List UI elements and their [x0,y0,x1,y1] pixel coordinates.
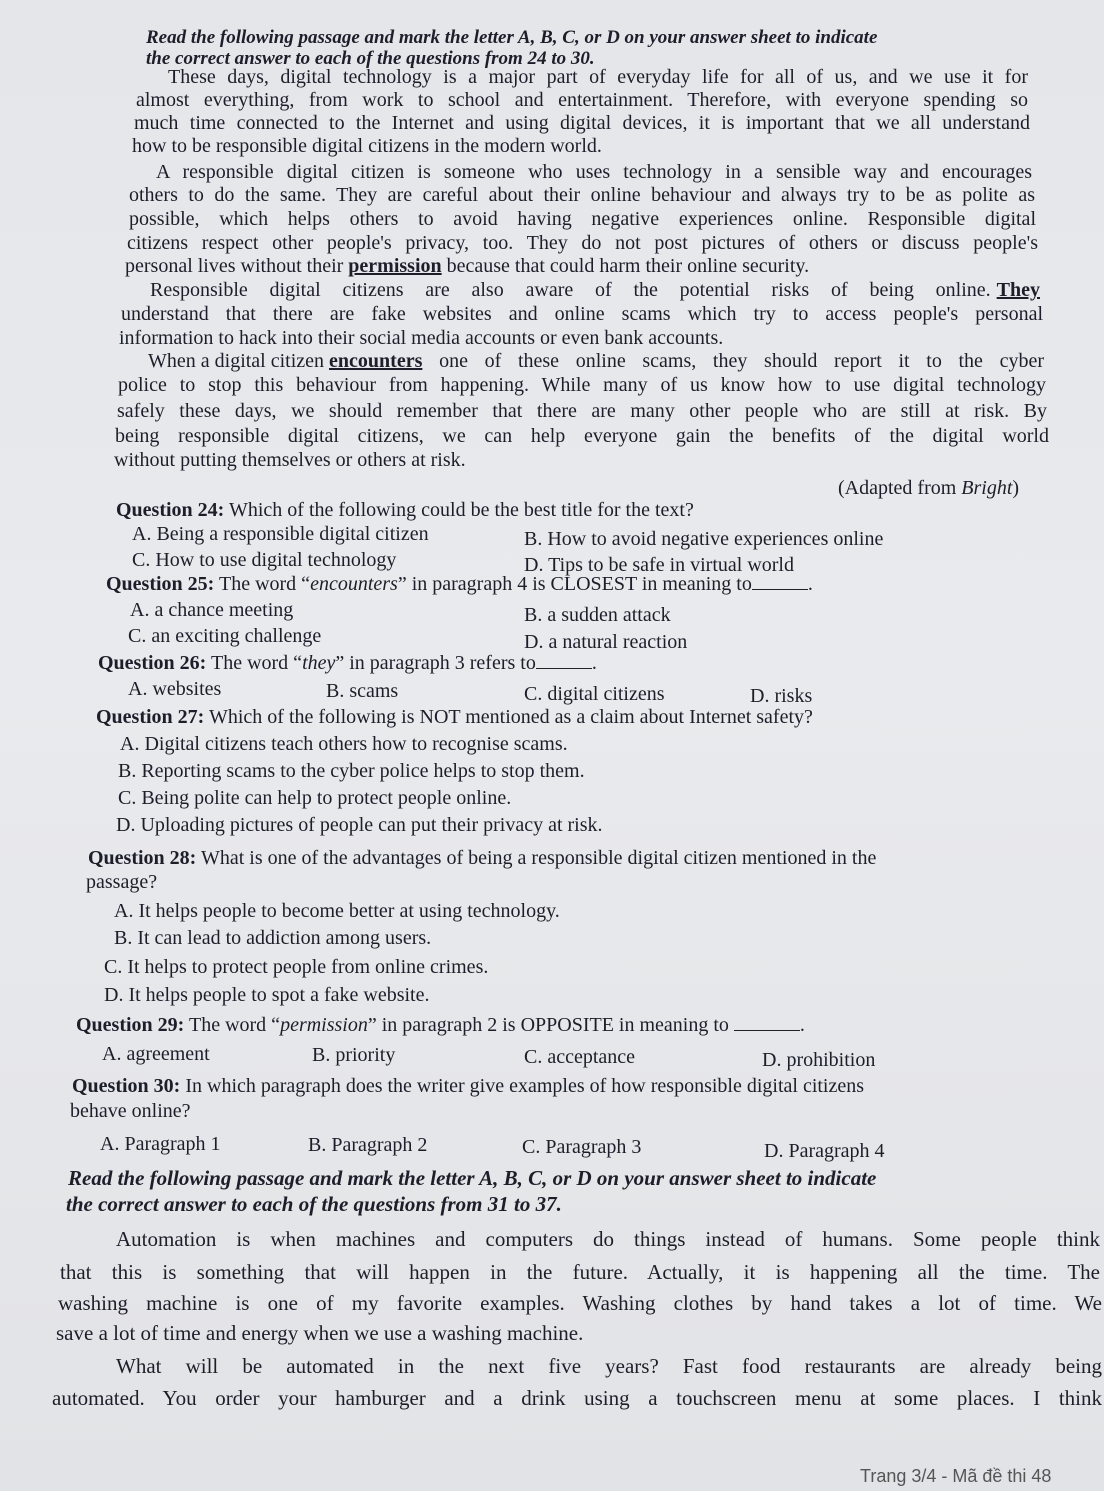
section1-instruction: Read the following passage and mark the letter A, B, C, or D on your answer sheet to indicate [146,27,878,48]
passage-p2-line: others to do the same. They are careful about their online behaviour and always try to be as polite as [129,184,1035,206]
highlight-they: They [996,279,1040,301]
section1-instruction-2: the correct answer to each of the questions from 24 to 30. [146,48,595,69]
q25-option-b: B. a sudden attack [524,604,671,626]
question-27: Question 27: Which of the following is NOT mentioned as a claim about Internet safety? [96,706,813,728]
passage2-p1-line: Automation is when machines and computers do things instead of humans. Some people think [116,1227,1100,1251]
q24-option-b: B. How to avoid negative experiences online [524,528,884,550]
q30-option-d: D. Paragraph 4 [764,1140,885,1162]
q29-option-c: C. acceptance [524,1046,636,1068]
q26-option-c: C. digital citizens [524,683,665,705]
highlight-encounters: encounters [329,350,423,372]
q25-option-a: A. a chance meeting [130,599,294,621]
passage-p1-line: These days, digital technology is a major part of everyday life for all of us, and we use it for [168,66,1028,88]
section2-instruction-2: the correct answer to each of the questions from 31 to 37. [66,1192,562,1216]
q24-option-c: C. How to use digital technology [132,549,397,571]
passage2-p1-line: save a lot of time and energy when we use a washing machine. [56,1321,584,1345]
q28-option-d: D. It helps people to spot a fake website. [104,984,430,1006]
q27-option-a: A. Digital citizens teach others how to recognise scams. [120,733,568,755]
section2-instruction: Read the following passage and mark the letter A, B, C, or D on your answer sheet to indicate [68,1166,877,1190]
passage-p1-line: much time connected to the Internet and using digital devices, it is important that we all understand [134,112,1030,134]
question-28-cont: passage? [86,871,158,893]
q28-option-a: A. It helps people to become better at using technology. [114,900,560,922]
q30-option-c: C. Paragraph 3 [522,1136,642,1158]
q30-option-a: A. Paragraph 1 [100,1133,221,1155]
question-26: Question 26: The word “they” in paragraph 3 refers to . [98,652,597,674]
passage-p1-line: how to be responsible digital citizens in the modern world. [132,135,602,157]
q26-option-a: A. websites [128,678,222,700]
answer-blank [752,573,808,590]
passage-p4-line: When a digital citizen encounters one of these online scams, they should report it to the cyber [148,350,1045,372]
passage-p2-line: personal lives without their permission because that could harm their online security. [125,255,810,277]
answer-blank [734,1014,800,1031]
passage-p4-line: police to stop this behaviour from happening. While many of us know how to use digital technology [118,374,1046,396]
q29-option-d: D. prohibition [762,1049,876,1071]
page-footer: Trang 3/4 - Mã đề thi 48 [860,1466,1052,1486]
question-30-cont: behave online? [70,1100,191,1122]
question-28: Question 28: What is one of the advantages of being a responsible digital citizen mentioned in the [88,847,877,869]
passage-p2-line: citizens respect other people's privacy, too. They do not post pictures of others or discuss people's [127,232,1038,254]
q30-option-b: B. Paragraph 2 [308,1134,428,1156]
passage2-p2-line: automated. You order your hamburger and a drink using a touchscreen menu at some places. I think [52,1386,1102,1410]
passage-p4-line: being responsible digital citizens, we can help everyone gain the benefits of the digital world [115,425,1049,447]
passage-p1-line: almost everything, from work to school and entertainment. Therefore, with everyone spending so [136,89,1028,111]
passage2-p1-line: washing machine is one of my favorite examples. Washing clothes by hand takes a lot of time. We [58,1291,1102,1315]
question-30: Question 30: In which paragraph does the writer give examples of how responsible digital citizens [72,1075,865,1097]
passage-p2-line: A responsible digital citizen is someone who uses technology in a sensible way and encourages [156,161,1032,183]
q27-option-c: C. Being polite can help to protect people online. [118,787,512,809]
q25-option-c: C. an exciting challenge [128,625,322,647]
q28-option-c: C. It helps to protect people from online crimes. [104,956,489,978]
passage-p3-line: understand that there are fake websites and online scams which try to access people's personal [121,303,1043,325]
passage-source: (Adapted from Bright) [838,477,1020,499]
q29-option-b: B. priority [312,1044,396,1066]
answer-blank [536,652,592,669]
passage2-p1-line: that this is something that will happen in the future. Actually, it is happening all the time. The [60,1260,1100,1284]
q25-option-d: D. a natural reaction [524,631,688,653]
q24-option-d: D. Tips to be safe in virtual world [524,554,794,576]
passage-p4-line: safely these days, we should remember that there are many other people who are still at risk. By [117,400,1047,422]
passage-p4-line: without putting themselves or others at risk. [114,449,466,471]
passage-p3-line: information to hack into their social media accounts or even bank accounts. [119,327,724,349]
question-29: Question 29: The word “permission” in paragraph 2 is OPPOSITE in meaning to . [76,1014,805,1036]
question-24: Question 24: Which of the following could be the best title for the text? [116,499,694,521]
q24-option-a: A. Being a responsible digital citizen [132,523,429,545]
question-25: Question 25: The word “encounters” in paragraph 4 is CLOSEST in meaning to . [106,573,813,595]
q27-option-d: D. Uploading pictures of people can put their privacy at risk. [116,814,603,836]
q26-option-d: D. risks [750,685,813,707]
q28-option-b: B. It can lead to addiction among users. [114,927,432,949]
passage2-p2-line: What will be automated in the next five years? Fast food restaurants are already being [116,1354,1102,1378]
highlight-permission: permission [348,255,442,277]
q26-option-b: B. scams [326,680,399,702]
q29-option-a: A. agreement [102,1043,210,1065]
passage-p2-line: possible, which helps others to avoid having negative experiences online. Responsible digital [129,208,1036,230]
passage-p3-line: Responsible digital citizens are also aware of the potential risks of being online. They [150,279,1040,301]
q27-option-b: B. Reporting scams to the cyber police helps to stop them. [118,760,585,782]
